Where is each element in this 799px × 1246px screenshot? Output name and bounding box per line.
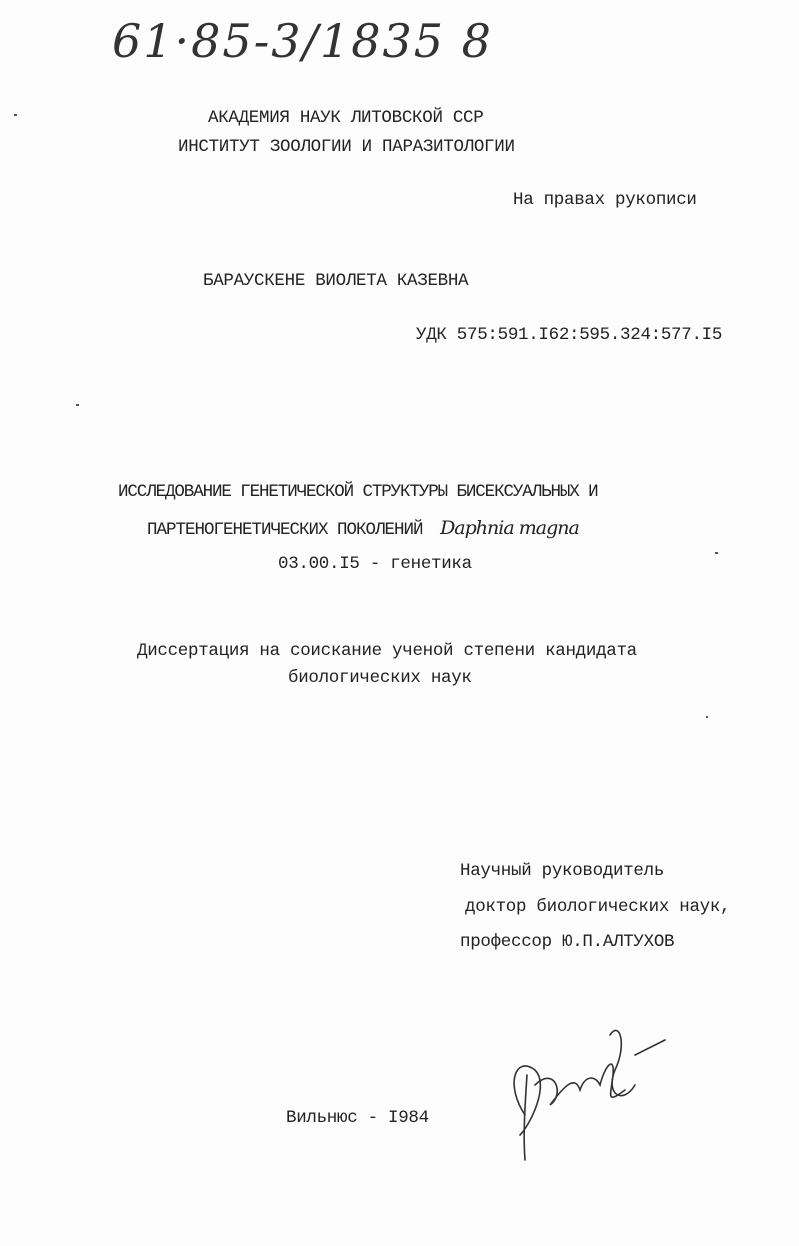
scan-speck <box>14 114 17 116</box>
signature-icon <box>495 1015 675 1165</box>
degree-line-1: Диссертация на соискание ученой степени кандидата <box>137 641 637 661</box>
scan-speck <box>706 716 708 718</box>
title-line-1: ИССЛЕДОВАНИЕ ГЕНЕТИЧЕСКОЙ СТРУКТУРЫ БИСЕКСУАЛЬНЫХ И <box>118 482 598 502</box>
specialty: 03.00.I5 - генетика <box>278 554 472 574</box>
udc-code: УДК 575:591.I62:595.324:577.I5 <box>416 325 723 345</box>
degree-line-2: биологических наук <box>288 668 472 688</box>
institute-name: ИНСТИТУТ ЗООЛОГИИ И ПАРАЗИТОЛОГИИ <box>178 137 515 157</box>
supervisor-line-2: доктор биологических наук, <box>465 897 731 917</box>
scan-speck <box>715 552 718 554</box>
title-line-2-text: ПАРТЕНОГЕНЕТИЧЕСКИХ ПОКОЛЕНИЙ <box>147 520 423 540</box>
title-line-2 <box>147 518 579 540</box>
academy-name: АКАДЕМИЯ НАУК ЛИТОВСКОЙ ССР <box>208 108 484 128</box>
manuscript-rights: На правах рукописи <box>513 190 697 210</box>
supervisor-line-3: профессор Ю.П.АЛТУХОВ <box>460 932 675 952</box>
scan-speck <box>76 404 79 406</box>
supervisor-line-1: Научный руководитель <box>460 861 665 881</box>
place-year: Вильнюс - I984 <box>286 1108 429 1128</box>
species-name: Daphnia magna <box>440 517 579 539</box>
handwritten-archive-number: 61·85-3/1835 8 <box>112 14 493 68</box>
author-name: БАРАУСКЕНЕ ВИОЛЕТА КАЗЕВНА <box>203 271 469 291</box>
